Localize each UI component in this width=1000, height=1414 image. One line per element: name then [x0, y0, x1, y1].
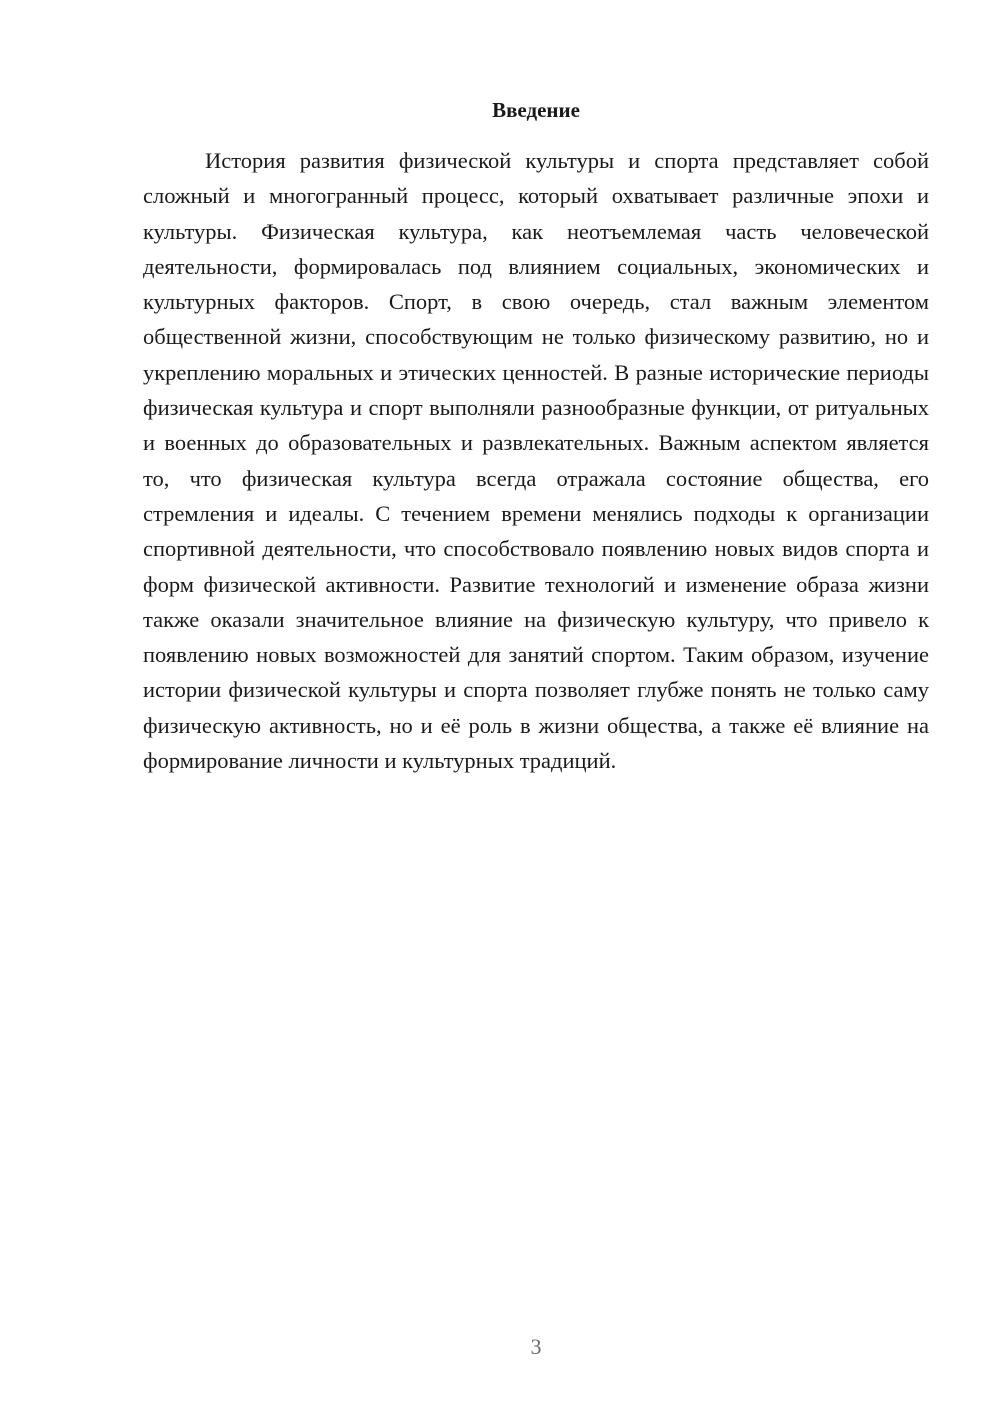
page-number: 3 [530, 1334, 542, 1359]
section-heading: Введение [492, 98, 580, 122]
body-paragraph: История развития физической культуры и спорта представляет собой сложный и многогранный процесс, который охватывает различные эпохи и культуры. Физическая культура, как неотъемлемая часть человеческой деятельности, формировалась под влиянием социальных, экономических и культурных факторов. Спорт, в свою очередь, стал важным элементом общественной жизни, способствующим не только физическому развитию, но и укреплению моральных и этических ценностей. В разные исторические периоды физическая культура и спорт выполняли разнообразные функции, от ритуальных и военных до образовательных и развлекательных. Важным аспектом является то, что физическая культура всегда отражала состояние общества, его стремления и идеалы. С течением времени менялись подходы к организации спортивной деятельности, что способствовало появлению новых видов спорта и форм физической активности. Развитие технологий и изменение образа жизни также оказали значительное влияние на физическую культуру, что привело к появлению новых возможностей для занятий спортом. Таким образом, изучение истории физической культуры и спорта позволяет глубже понять не только саму физическую активность, но и её роль в жизни общества, а также её влияние на формирование личности и культурных традиций. [143, 148, 929, 774]
